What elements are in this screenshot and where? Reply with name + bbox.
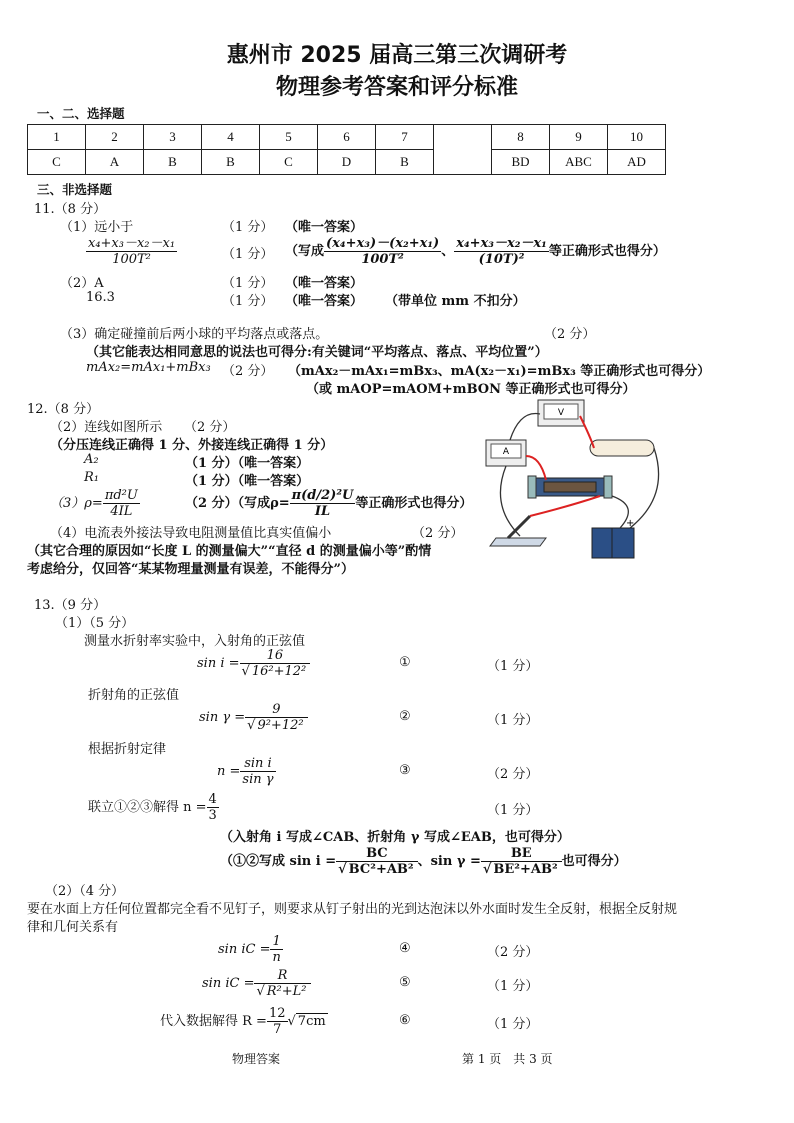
fraction-numerator: πd²U [104,488,138,503]
fraction-numerator: 12 [268,1006,286,1021]
question-number: 9 [550,125,608,150]
fraction-denominator: √ BC²+AB² [338,862,414,877]
q12-line6-answer: （4）电流表外接法导致电阻测量值比真实值偏小 [50,526,332,541]
q11-line4-answer: 16.3 [86,290,115,305]
q12-line3-score: （1 分）（唯一答案） [185,456,310,471]
q13-eq-3 [217,756,276,787]
voltmeter-label: V [557,408,565,418]
sqrt-radicand: BC²+AB² [348,862,414,877]
fraction-numerator: BE [481,846,562,862]
q11-line1-note: （唯一答案） [285,220,364,235]
note-text: （①②写成 sin i = [220,854,337,869]
note-text: 也可得分） [561,854,627,869]
question-number: 1 [28,125,86,150]
voltmeter [538,400,584,426]
fraction-denominator: (10T)² [478,252,525,267]
q11-line7-note: （mAx₂－mAx₁=mBx₃、mA(x₂－x₁)=mBx₃ 等正确形式也可得分） [288,364,711,379]
answer-cell: C [260,150,318,175]
battery [592,518,634,558]
q12-line7-note: （其它合理的原因如“长度 L 的测量偏大”“直径 d 的测量偏小等”酌情 [27,544,432,559]
q11-line4-score: （1 分） [222,294,274,309]
eq-marker-3: ③ [399,763,411,778]
note-text: （写成 [285,244,325,259]
fraction-numerator: π(d/2)²U [291,488,354,503]
eq-marker-2: ② [399,709,411,724]
q11-line3-note: （唯一答案） [285,276,364,291]
fraction-numerator: R [254,968,310,984]
q11-line3-answer: （2）A [60,276,104,291]
result-text: 代入数据解得 R = [160,1014,267,1029]
eq-lhs: sin i = [197,656,240,671]
answer-cell: B [144,150,202,175]
ammeter-label: A [502,447,510,457]
q13-result-2-score: （1 分） [487,1017,539,1032]
question-number: 5 [260,125,318,150]
answer-cell: D [318,150,376,175]
q11-line5-score: （2 分） [544,327,596,342]
note-text: 等正确形式也得分） [548,244,666,259]
answer-cell: AD [608,150,666,175]
circuit-wires [500,414,658,536]
q12-line4-score: （1 分）（唯一答案） [185,474,310,489]
footer-page-number: 第 1 页 共 3 页 [462,1052,553,1066]
eq-lhs: sin γ = [199,710,246,725]
fraction-numerator: 9 [245,702,307,718]
title-line-1: 惠州市 2025 届高三第三次调研考 [226,43,568,68]
fraction-denominator: 100T² [112,252,151,267]
circuit-figure [480,396,670,566]
q12-line4-answer: R₁ [84,470,99,485]
q12-line8-note: 考虑给分，仅回答“某某物理量测量有误差，不能得分”） [27,562,354,577]
result-text: 联立①②③解得 n = [88,800,207,815]
answer-table [27,124,666,175]
q12-line5-note [185,488,472,519]
sqrt-radicand: BE²+AB² [493,862,558,877]
fraction-numerator: x₄+x₃－x₂－x₁ [88,236,176,251]
eq-lhs: n = [217,764,241,779]
q13-heading: 13.（9 分） [34,598,107,613]
q11-line2-note [285,236,666,267]
note-text: 、 [441,244,455,259]
q13-eq-2-score: （1 分） [487,713,539,728]
answer-table-number-row [28,125,666,150]
switch [490,516,546,546]
fraction-denominator: √ BE²+AB² [482,862,558,877]
ammeter [486,440,526,466]
fraction-numerator: (x₄+x₃)－(x₂+x₁) [326,236,440,251]
q13-eq-5-score: （1 分） [487,979,539,994]
fraction-denominator: n [272,950,281,965]
q13-eq-3-score: （2 分） [487,767,539,782]
fraction-numerator: sin i [240,756,275,772]
fraction-numerator: 16 [240,648,311,664]
answer-cell: ABC [550,150,608,175]
eq-lhs: sin iC = [218,942,271,957]
q12-line6-score: （2 分） [412,526,464,541]
question-number: 6 [318,125,376,150]
answer-cell: A [86,150,144,175]
q13-eq-4-score: （2 分） [487,945,539,960]
answer-cell: B [376,150,434,175]
eq-marker-1: ① [399,655,411,670]
fraction-denominator: 100T² [361,252,404,267]
q11-line7-answer: mAx₂=mAx₁+mBx₃ [86,360,211,375]
fraction-denominator: √ 9²+12² [247,718,304,733]
q11-line7-score: （2 分） [222,364,274,379]
sqrt-radicand: R²+L² [266,984,307,999]
fraction-denominator: 4IL [110,504,133,519]
answer-cell: BD [492,150,550,175]
q11-heading: 11.（8 分） [34,202,107,217]
question-number: 10 [608,125,666,150]
formula-text: （3）ρ= [50,496,103,511]
fraction-denominator: 7 [273,1022,282,1037]
q13-note-1: （入射角 i 写成∠CAB、折射角 γ 写成∠EAB，也可得分） [220,830,570,845]
answer-table-answer-row [28,150,666,175]
q11-line4-note: （唯一答案） [285,294,364,309]
section-nonchoice-heading: 三、非选择题 [37,182,113,197]
answer-cell: C [28,150,86,175]
q11-line6-note: （其它能表达相同意思的说法也可得分:有关键词“平均落点、落点、平均位置”） [86,345,548,360]
eq-marker-6: ⑥ [399,1013,411,1028]
note-text: （2 分）（写成ρ= [185,496,290,511]
q11-line4-unit-note: （带单位 mm 不扣分） [385,294,526,309]
q13-eq-1-score: （1 分） [487,659,539,674]
q12-line2-note: （分压连线正确得 1 分、外接连线正确得 1 分） [50,438,334,453]
fraction-denominator: √ R²+L² [256,984,307,999]
q13-text-1: 测量水折射率实验中，入射角的正弦值 [84,634,306,649]
fraction-denominator: IL [314,504,331,519]
eq-marker-5: ⑤ [399,975,411,990]
q11-formula-1 [86,236,177,267]
q11-line5-answer: （3）确定碰撞前后两小球的平均落点或落点。 [60,327,329,342]
question-number: 8 [492,125,550,150]
eq-lhs: sin iC = [202,976,255,991]
empty-cell [434,125,492,175]
q12-line5 [50,488,140,519]
q11-line3-score: （1 分） [222,276,274,291]
q13-eq-4 [218,934,283,965]
fraction-denominator: √ 16²+12² [241,664,307,679]
q12-heading: 12.（8 分） [27,402,100,417]
q12-line3-answer: A₂ [84,452,99,467]
q13-eq-2 [199,702,308,733]
battery-plus-label: + [626,518,635,529]
q11-line1-score: （1 分） [222,220,274,235]
q13-text-3: 根据折射定律 [88,742,167,757]
fraction-numerator: x₄+x₃－x₂－x₁ [456,236,547,251]
q11-line1-answer: （1）远小于 [60,220,134,235]
fraction-numerator: 4 [208,792,217,807]
note-text: 等正确形式也得分） [355,496,473,511]
question-number: 7 [376,125,434,150]
question-number: 2 [86,125,144,150]
q13-eq-5 [202,968,311,999]
eq-marker-4: ④ [399,941,411,956]
q11-line2-score: （1 分） [222,247,274,262]
rheostat [528,476,612,498]
section-choice-heading: 一、二、选择题 [37,106,125,121]
q13-text-6: 律和几何关系有 [27,920,119,935]
q11-line8-note: （或 mAOP=mAOM+mBON 等正确形式也可得分） [306,382,636,397]
q13-text-2: 折射角的正弦值 [88,688,180,703]
q12-line1-answer: （2）连线如图所示 [50,420,163,435]
q13-text-5: 要在水面上方任何位置都完全看不见钉子，则要求从钉子射出的光到达泡沫以外水面时发生全反射，根据全反射规 [27,902,678,917]
title-line-2: 物理参考答案和评分标准 [275,75,518,100]
q13-part2-heading: （2）（4 分） [45,884,125,899]
q13-eq-1 [197,648,310,679]
q13-part1-heading: （1）（5 分） [55,616,135,631]
question-number: 4 [202,125,260,150]
question-number: 3 [144,125,202,150]
sqrt-radicand: 7cm [297,1014,326,1029]
fraction-numerator: 1 [270,934,282,950]
resistor-tube [590,440,654,456]
sqrt-radicand: 16²+12² [251,664,307,679]
sqrt-radicand: 9²+12² [257,718,304,733]
q12-line1-score: （2 分） [184,420,236,435]
footer-left: 物理答案 [232,1052,281,1066]
fraction-denominator: 3 [208,808,217,823]
note-text: 、sin γ = [417,854,481,869]
q13-result-1 [88,792,219,823]
q13-result-1-score: （1 分） [487,803,539,818]
q13-note-2 [220,846,627,877]
fraction-numerator: BC [336,846,417,862]
answer-cell: B [202,150,260,175]
fraction-denominator: sin γ [242,772,274,787]
q13-result-2: 代入数据解得 R = $\frac{12}{7}$ √ 7cm [160,1006,326,1037]
